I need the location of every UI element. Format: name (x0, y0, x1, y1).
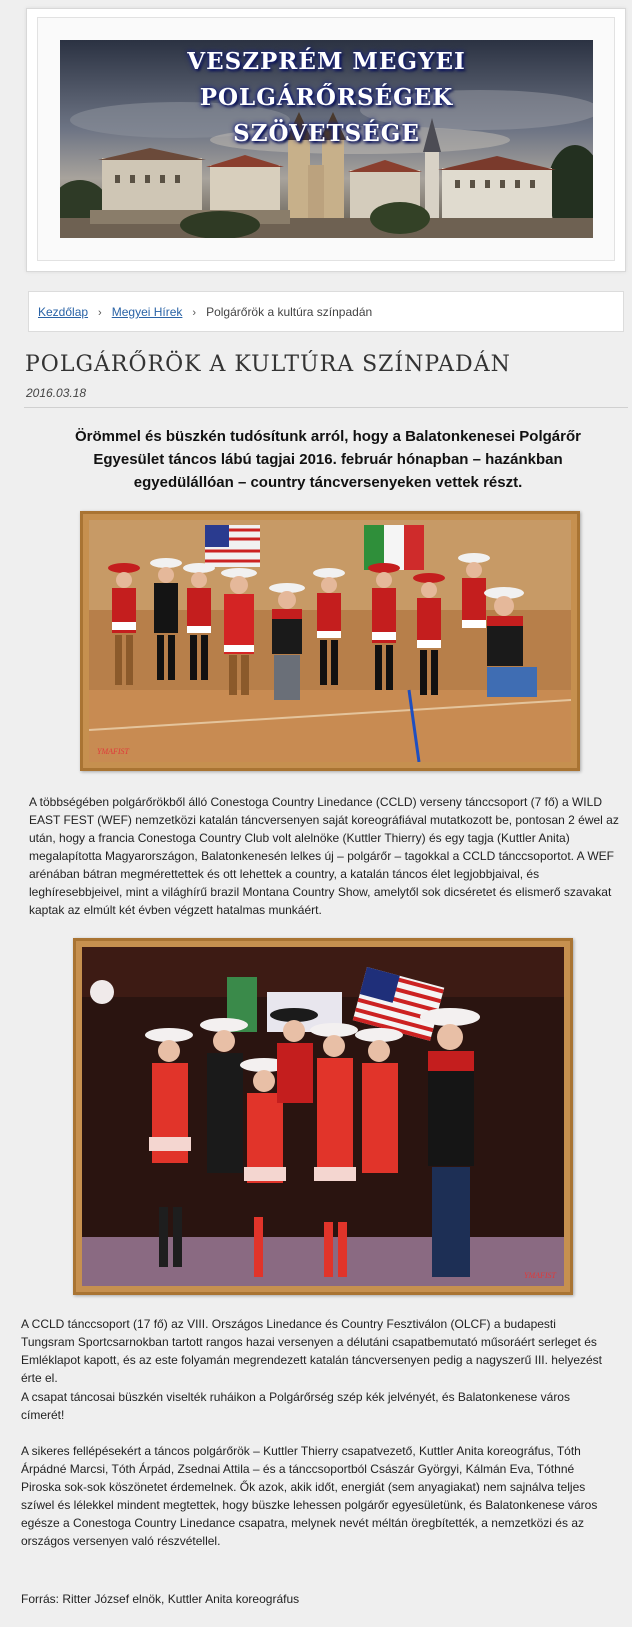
title-divider (24, 407, 628, 408)
article-paragraph-4: A sikeres fellépésekért a táncos polgárőrök – Kuttler Thierry csapatvezető, Kuttler Anita koreográfus, Tóth Árpádné Marcsi, Tóth Árpád, Zsednai Attila – és a tánccsoportból Császár Györgyi, Kálmán Eva, Tóthné Piroska sok-sok köszönetet érdemelnek. Ők azok, akik időt, energiát (sem anyagiakat) nem sajnálva teljes szíwel és lélekkel mindent megtettek, hogy büszke lehessen polgárőr egyesületünk, és Balatonkenese város egésze a Conestoga Country Linedance csapatra, melynek nevét méltán öregbítették, a nemzetközi és az országos versenyen való részvétellel. (21, 1444, 598, 1548)
breadcrumb-current-page: Polgárőrök a kultúra színpadán (206, 305, 373, 319)
breadcrumb (28, 291, 624, 332)
article-title: POLGÁRŐRÖK A KULTÚRA SZÍNPADÁN (25, 352, 511, 377)
photo-1-signature: YMAFIST (97, 747, 129, 756)
breadcrumb-link-county-news[interactable]: Megyei Hírek (111, 305, 183, 319)
photo-2-signature: YMAFIST (524, 1271, 556, 1280)
article-lead: Örömmel és büszkén tudósítunk arról, hogy a Balatonkenesei Polgárőr Egyesület táncos lábú tagjai 2016. február hónapban – hazánkban egyedülállóan – country táncversenyeken vettek részt. (75, 428, 581, 491)
article-paragraph-1: A többségében polgárőrökből álló Conestoga Country Linedance (CCLD) verseny tánccsoport (7 fő) a WILD EAST FEST (WEF) nemzetközi katalán táncversenyen saját koreográfiával mutatkozott be, pontosan 2 éwel az után, hogy a francia Conestoga Country Club volt alelnöke (Kuttler Thierry) és egy tagja (Kuttler Anita) megalapította Magyarországon, Balatonkenesén lelkes új – polgárőr – tagokkal a CCLD tánccsoportot. A WEF arénában bátran megmérettettek és ott lehettek a country, a katalán táncos élet legjobbjaival, és leghíresebbjeivel, mint a világhírű brazil Montana Country Show, amelytől sok dicséretet és elismerő szavakat kaptak az elmúlt két évben végzett hatalmas munkáért. (29, 795, 619, 917)
photo-2-image (82, 947, 564, 1286)
article-photo-1[interactable] (80, 511, 580, 771)
article-date: 2016.03.18 (26, 386, 87, 400)
article-photo-2[interactable] (73, 938, 573, 1295)
site-banner[interactable] (60, 40, 593, 238)
banner-title-line-2: SZÖVETSÉGE (233, 120, 420, 147)
banner-title-line-1: VESZPRÉM MEGYEI POLGÁRŐRSÉGEK (187, 48, 466, 111)
banner-title (60, 44, 593, 152)
breadcrumb-separator-icon: › (98, 307, 102, 319)
article-source: Forrás: Ritter József elnök, Kuttler Anita koreográfus (21, 1592, 300, 1606)
site-header (26, 8, 626, 272)
article-paragraph-2: A CCLD tánccsoport (17 fő) az VIII. Országos Linedance és Country Fesztiválon (OLCF) a budapesti Tungsram Sportcsarnokban tartott rangos hazai versenyen a délutáni csapatbemutató műsoráért serleget és Emléklapot kapott, és az este folyamán megrendezett katalán táncversenyen pedig a nagyszerű III. helyezést érte el. (21, 1317, 602, 1385)
article-paragraph-3: A csapat táncosai büszkén viselték ruháikon a Polgárőrség szép kék jelvényét, és Balatonkenese város címerét! (21, 1390, 570, 1422)
breadcrumb-link-home[interactable]: Kezdőlap (38, 305, 89, 319)
photo-1-image (89, 520, 571, 762)
breadcrumb-separator-icon: › (192, 307, 197, 319)
